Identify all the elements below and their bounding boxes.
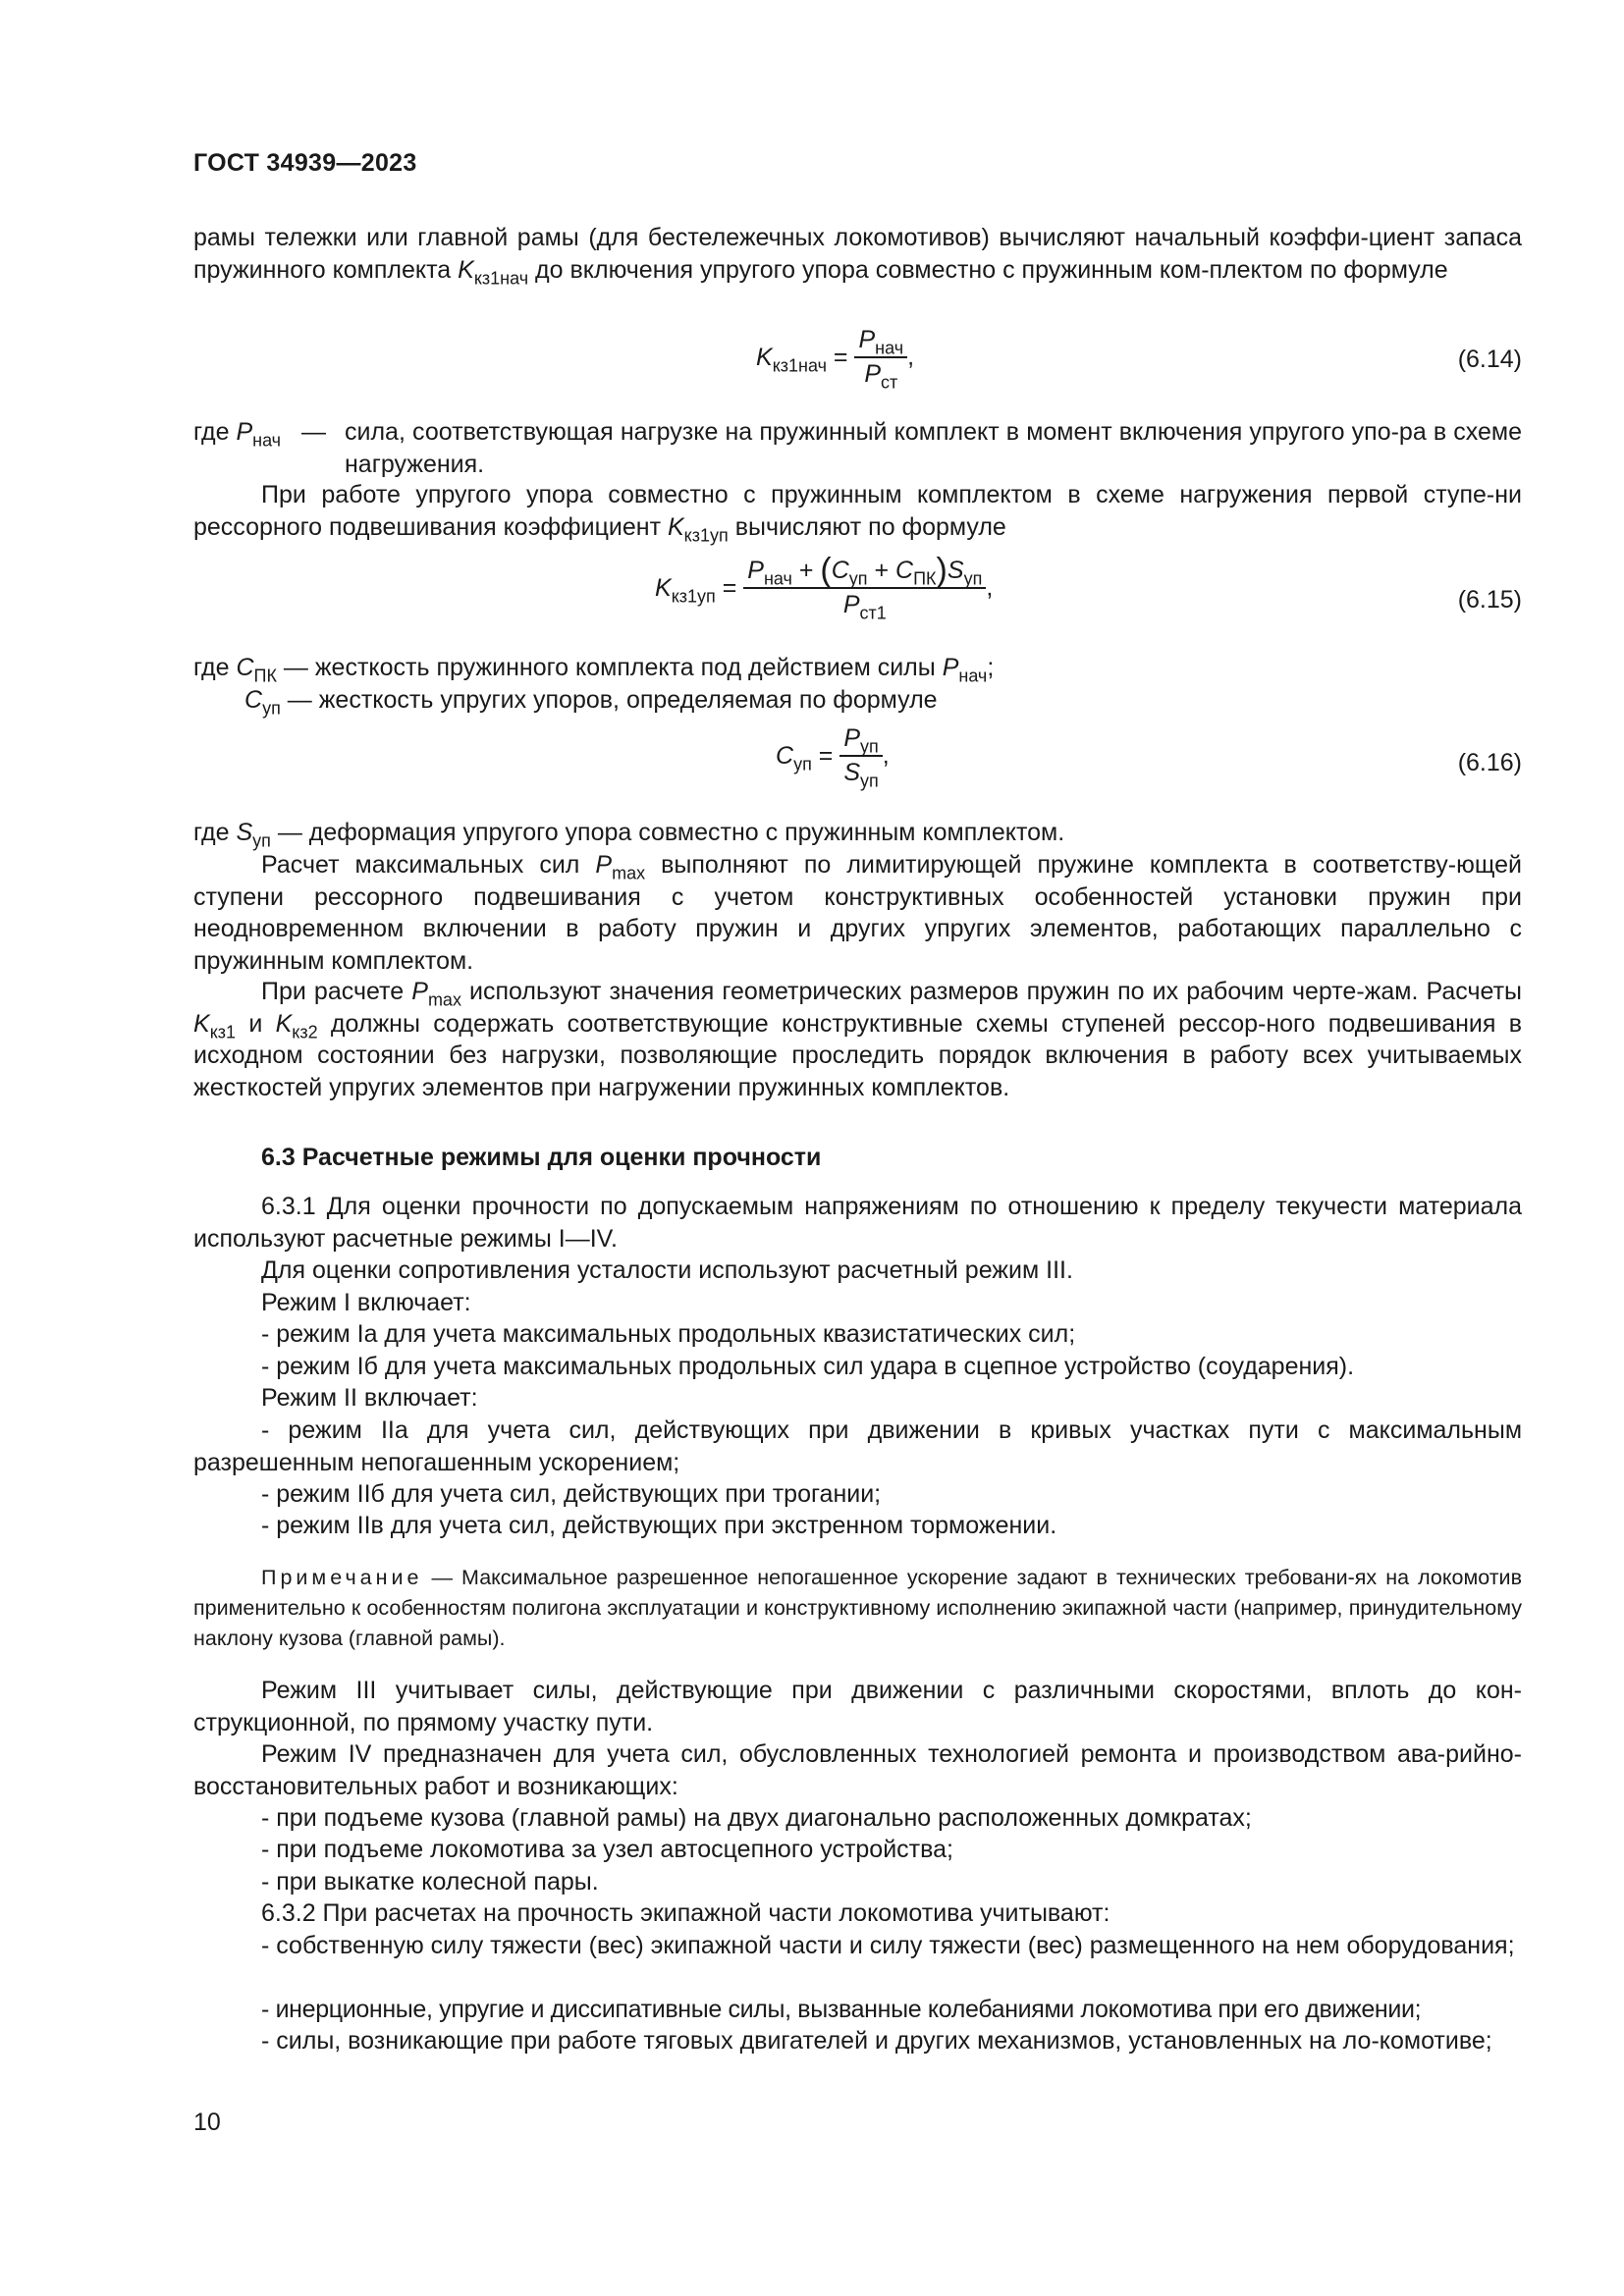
subscript: кз1уп xyxy=(671,585,716,606)
formula-number-6-15: (6.15) xyxy=(1457,586,1522,614)
subscript: уп xyxy=(793,753,812,774)
definition-c-up xyxy=(244,684,1521,717)
symbol: K xyxy=(667,512,684,541)
symbol: K xyxy=(756,343,773,371)
page-number: 10 xyxy=(193,2109,221,2136)
list-item: - инерционные, упругие и диссипативные силы, вызванные колебаниями локомотива при его движении; xyxy=(261,1996,1422,2023)
subscript: уп xyxy=(860,736,879,757)
text: рамы тележки или главной рамы (для бестележечных локомотивов) вычисляют начальный коэффи-циент запаса пружинного комплекта xyxy=(193,224,1522,284)
symbol: C xyxy=(895,557,914,584)
subscript: max xyxy=(612,863,646,883)
paragraph-k-kz1up xyxy=(193,479,1522,543)
mode-2-heading: Режим II включает: xyxy=(261,1384,478,1412)
subscript: ПК xyxy=(253,666,277,686)
mode-4: Режим IV предназначен для учета сил, обусловленных технологией ремонта и производством ава-рийно-восстановительных работ и возникающих: xyxy=(193,1740,1522,1800)
symbol: K xyxy=(193,1009,210,1038)
paragraph-6-3-2: 6.3.2 При расчетах на прочность экипажной части локомотива учитывают: xyxy=(261,1899,1110,1927)
text: где xyxy=(193,819,237,846)
text: до включения упругого упора совместно с пружинным ком-плектом по формуле xyxy=(528,255,1448,284)
text: где xyxy=(193,654,237,681)
subscript: ст xyxy=(881,372,898,393)
definition-s-up xyxy=(193,817,1522,849)
formula-6-14: $K_{кз1нач}$ = $\frac{P_{нач}}{P_{ст}}$ , xyxy=(756,326,915,393)
text: Расчет максимальных сил xyxy=(261,851,596,879)
note xyxy=(193,1563,1522,1654)
text: При расчете xyxy=(261,978,412,1005)
subscript: ПК xyxy=(913,568,937,589)
paragraph-fatigue: Для оценки сопротивления усталости используют расчетный режим III. xyxy=(261,1256,1073,1284)
text: используют значения геометрических размеров пружин по их рабочим черте-жам. Расчеты xyxy=(460,978,1522,1005)
symbol: P xyxy=(595,851,613,879)
list-item: - режим Iа для учета максимальных продольных квазистатических сил; xyxy=(261,1320,1076,1348)
paragraph-p-max xyxy=(193,849,1522,977)
text: вычисляют по формуле xyxy=(728,512,1006,541)
subscript: кз1нач xyxy=(772,354,827,375)
dash: — xyxy=(301,418,326,446)
definition-c-pk xyxy=(193,652,1522,684)
symbol: S xyxy=(947,557,964,584)
paragraph-6-3-1: 6.3.1 Для оценки прочности по допускаемым напряжениям по отношению к пределу текучести материала используют расчетные режимы I—IV. xyxy=(193,1193,1522,1253)
symbol: S xyxy=(236,819,253,846)
fraction xyxy=(839,724,882,791)
fraction xyxy=(854,326,907,393)
subscript: нач xyxy=(252,430,282,451)
symbol: K xyxy=(458,255,474,284)
symbol: C xyxy=(776,741,794,770)
subscript: ст1 xyxy=(859,603,887,623)
subscript: кз1уп xyxy=(683,524,729,545)
subscript: кз2 xyxy=(292,1021,318,1041)
formula-number-6-16: (6.16) xyxy=(1457,749,1522,776)
subscript: нач xyxy=(958,666,988,686)
symbol: K xyxy=(275,1009,293,1038)
symbol: P xyxy=(858,326,876,353)
text: — жесткость пружинного комплекта под действием силы xyxy=(283,654,943,681)
document-header: ГОСТ 34939—2023 xyxy=(193,149,417,177)
list-item: - собственную силу тяжести (вес) экипажной части и силу тяжести (вес) размещенного на нем оборудования; xyxy=(261,1932,1515,1959)
formula-6-16: $C_{уп}$ = $\frac{P_{уп}}{S_{уп}}$ , xyxy=(776,724,890,791)
text: ; xyxy=(987,654,995,681)
list-item: - силы, возникающие при работе тяговых двигателей и других механизмов, установленных на ло-комотиве; xyxy=(261,2027,1492,2055)
paragraph-calculations xyxy=(193,976,1522,1103)
fraction: $\frac{P_{нач} + (C_{уп} + C_{ПК})S_{уп}}{P_{ст1}}$ xyxy=(743,557,986,619)
text: — деформация упругого упора совместно с пружинным комплектом. xyxy=(270,819,1065,846)
symbol: P xyxy=(236,418,253,446)
note-label: Примечание xyxy=(261,1566,423,1589)
list-item: - режим Iб для учета максимальных продольных сил удара в сцепное устройство (соударения). xyxy=(261,1353,1355,1380)
subscript: кз1 xyxy=(209,1021,237,1041)
mode-1-heading: Режим I включает: xyxy=(261,1289,471,1316)
subscript: уп xyxy=(963,568,983,589)
symbol: S xyxy=(843,759,860,786)
formula-number-6-14: (6.14) xyxy=(1457,346,1522,373)
subscript: нач xyxy=(763,568,792,589)
text: При работе упругого упора совместно с пружинным комплектом в схеме нагружения первой ступе-ни рессорного подвешивания коэффициент xyxy=(193,481,1522,541)
subscript: уп xyxy=(848,568,868,589)
subscript: max xyxy=(427,989,461,1010)
list-item: - режим IIа для учета сил, действующих при движении в кривых участках пути с максимальным разрешенным непогашенным ускорением; xyxy=(193,1416,1522,1476)
subscript: уп xyxy=(252,830,271,851)
note-text: — Максимальное разрешенное непогашенное ускорение задают в технических требовани-ях на локомотив применительно к особенностям полигона эксплуатации и конструктивному исполнению экипажной части (например, принудительному наклону кузова (главной рамы). xyxy=(193,1566,1522,1650)
list-item: - режим IIв для учета сил, действующих при экстренном торможении. xyxy=(261,1512,1057,1539)
text: должны содержать соответствующие конструктивные схемы ступеней рессор-ного подвешивания в исходном состоянии без нагрузки, позволяющие проследить порядок включения в работу всех учитываемых жесткостей упругих элементов при нагружении пружинных комплектов. xyxy=(193,1009,1522,1101)
symbol: C xyxy=(236,654,254,681)
symbol: P xyxy=(747,557,764,584)
symbol: P xyxy=(411,978,428,1005)
definition-p-nach xyxy=(193,416,1522,478)
symbol: C xyxy=(244,686,263,714)
text: выполняют по лимитирующей пружине комплекта в соответству-ющей ступени рессорного подвешивания с учетом конструктивных особенностей установки пружин при неодновременном включении в работу пружин и других упругих элементов, работающих параллельно с пружинным комплектом. xyxy=(193,851,1522,975)
definition-text: сила, соответствующая нагрузке на пружинный комплект в момент включения упругого упо-ра в схеме нагружения. xyxy=(345,418,1522,478)
text: где xyxy=(193,418,237,446)
mode-3: Режим III учитывает силы, действующие при движении с различными скоростями, вплоть до кон-струкционной, по прямому участку пути. xyxy=(193,1677,1522,1736)
subscript: кз1нач xyxy=(473,267,529,288)
subscript: уп xyxy=(262,698,281,719)
text: — жесткость упругих упоров, определяемая по формуле xyxy=(287,686,938,714)
symbol: P xyxy=(842,591,860,618)
symbol: C xyxy=(831,557,849,584)
formula-6-15: $K_{кз1уп}$ = $\frac{P_{нач} + (C_{уп} + C_{ПК})S_{уп}}{P_{ст1}}$ , xyxy=(655,552,994,623)
section-heading: 6.3 Расчетные режимы для оценки прочности xyxy=(261,1144,822,1171)
list-item: - при подъеме кузова (главной рамы) на двух диагонально расположенных домкратах; xyxy=(261,1804,1252,1832)
symbol: P xyxy=(864,360,881,388)
symbol: P xyxy=(843,724,860,752)
text: и xyxy=(236,1009,276,1038)
list-item: - при выкатке колесной пары. xyxy=(261,1868,599,1896)
paragraph-intro xyxy=(193,222,1522,286)
symbol: K xyxy=(655,573,672,602)
symbol: P xyxy=(942,654,959,681)
subscript: нач xyxy=(875,338,904,358)
list-item: - режим IIб для учета сил, действующих при трогании; xyxy=(261,1480,882,1508)
subscript: уп xyxy=(860,771,879,791)
list-item: - при подъеме локомотива за узел автосцепного устройства; xyxy=(261,1836,953,1863)
